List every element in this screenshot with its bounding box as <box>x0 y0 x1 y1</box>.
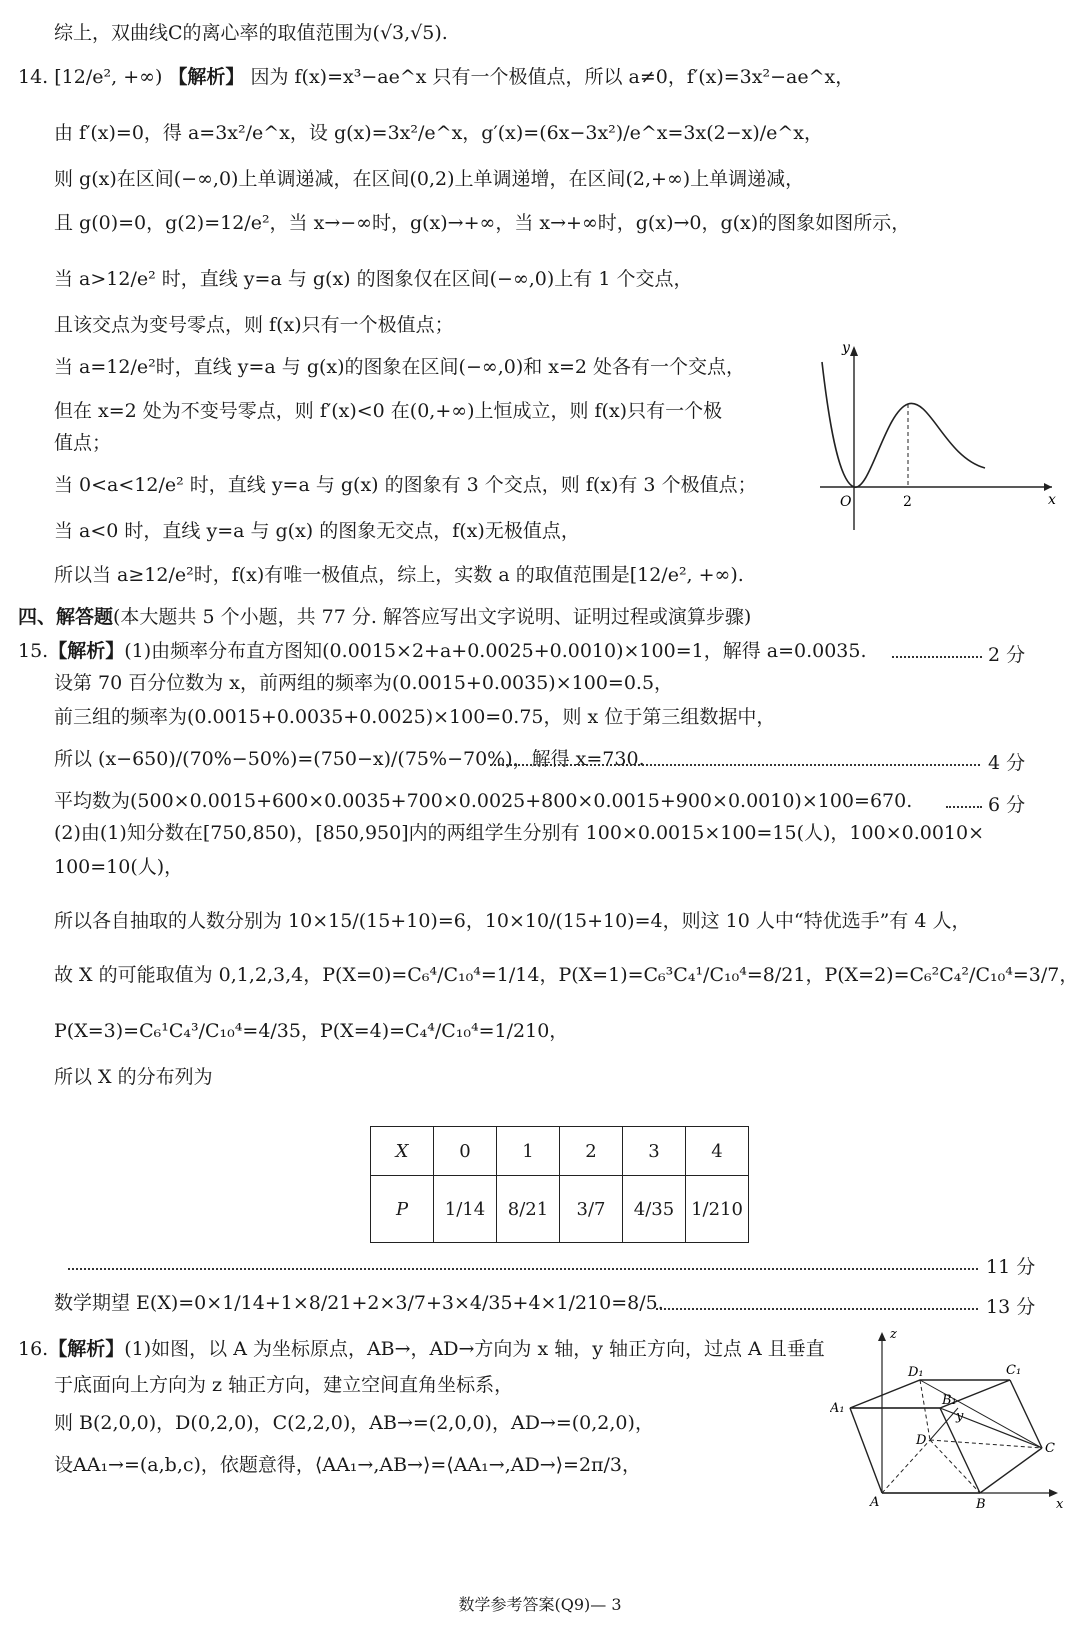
origin-label: O <box>840 494 852 510</box>
text-line: 于底面向上方向为 z 轴正方向，建立空间直角坐标系， <box>54 1374 514 1396</box>
text-line: 当 a>12/e² 时，直线 y=a 与 g(x) 的图象仅在区间(−∞,0)上有 1 个交点， <box>54 268 693 290</box>
table-row <box>371 1176 749 1243</box>
score-mark: 6 分 <box>988 794 1026 816</box>
label-c: C <box>1045 1441 1055 1456</box>
text-line: 综上，双曲线C的离心率的取值范围为(√3,√5). <box>54 22 448 44</box>
text-line: 故 X 的可能取值为 0,1,2,3,4，P(X=0)=C₆⁴/C₁₀⁴=1/14，P(X=1)=C₆³C₄¹/C₁₀⁴=8/21，P(X=2)=C₆²C₄²/C₁₀⁴=3/7， <box>54 964 1079 986</box>
dotted-leader <box>892 656 982 658</box>
text-line: (1)如图，以 A 为坐标原点，AB→，AD→方向为 x 轴，y 轴正方向，过点 A 且垂直 <box>124 1338 825 1360</box>
curve-g <box>822 362 985 487</box>
label-d1: D₁ <box>908 1365 924 1380</box>
dotted-leader <box>656 1308 978 1310</box>
label-c1: C₁ <box>1006 1363 1022 1378</box>
problem-14-line <box>18 66 854 89</box>
text-line: 平均数为(500×0.0015+600×0.0035+700×0.0025+800×0.0015+900×0.0010)×100=670. <box>54 790 913 812</box>
text-line: 数学期望 E(X)=0×1/14+1×8/21+2×3/7+3×4/35+4×1/210=8/5. <box>54 1292 664 1314</box>
text-line: P(X=3)=C₆¹C₄³/C₁₀⁴=4/35，P(X=4)=C₄⁴/C₁₀⁴=1/210， <box>54 1020 569 1042</box>
score-mark: 4 分 <box>988 752 1026 774</box>
text-line: (1)由频率分布直方图知(0.0015×2+a+0.0025+0.0010)×100=1，解得 a=0.0035. <box>124 640 867 662</box>
table-row <box>371 1127 749 1176</box>
problem-16-line <box>18 1338 825 1361</box>
analysis-tag: 【解析】 <box>168 66 245 88</box>
label-b: B <box>976 1497 986 1512</box>
x-axis-arrow <box>1049 1489 1058 1497</box>
label-x: x <box>1056 1497 1064 1512</box>
dotted-leader <box>490 764 980 766</box>
text-line: 所以当 a≥12/e²时，f(x)有唯一极值点，综上，实数 a 的取值范围是[12/e², +∞). <box>54 564 744 586</box>
text-line: 由 f′(x)=0，得 a=3x²/e^x，设 g(x)=3x²/e^x，g′(x)=(6x−3x²)/e^x=3x(2−x)/e^x， <box>54 122 824 144</box>
edge-bc <box>980 1448 1042 1493</box>
label-a: A <box>870 1495 880 1510</box>
y-axis-arrow <box>850 346 858 356</box>
table-cell: 3/7 <box>560 1176 623 1243</box>
text-line: 当 a=12/e²时，直线 y=a 与 g(x)的图象在区间(−∞,0)和 x=2 处各有一个交点， <box>54 356 746 378</box>
text-line: 所以各自抽取的人数分别为 10×15/(15+10)=6，10×10/(15+10)=4，则这 10 人中“特优选手”有 4 人， <box>54 910 971 932</box>
label-d: D <box>916 1433 927 1448</box>
y-axis <box>930 1408 958 1440</box>
text-line: 所以 X 的分布列为 <box>54 1066 213 1088</box>
dotted-leader <box>946 806 982 808</box>
diagonal <box>920 1380 1042 1448</box>
score-mark: 13 分 <box>986 1296 1036 1318</box>
table-header-p: P <box>371 1176 434 1243</box>
text-line: 因为 f(x)=x³−ae^x 只有一个极值点，所以 a≠0，f′(x)=3x²−ae^x， <box>250 66 855 88</box>
table-cell: 1/14 <box>434 1176 497 1243</box>
table-header-x: X <box>371 1127 434 1176</box>
text-line: 设第 70 百分位数为 x，前两组的频率为(0.0015+0.0035)×100=0.5， <box>54 672 674 694</box>
table-cell: 1/210 <box>686 1176 749 1243</box>
text-line: 所以 (x−650)/(70%−50%)=(750−x)/(75%−70%)，解得 x=730. <box>54 748 645 770</box>
x-label: x <box>1048 492 1056 508</box>
dotted-leader <box>68 1268 978 1270</box>
text-line: (2)由(1)知分数在[750,850)，[850,950]内的两组学生分别有 100×0.0015×100=15(人)，100×0.0010× <box>54 822 985 844</box>
text-line: 且 g(0)=0，g(2)=12/e²，当 x→−∞时，g(x)→+∞，当 x→+∞时，g(x)→0，g(x)的图象如图所示， <box>54 212 911 234</box>
table-cell: 1 <box>497 1127 560 1176</box>
z-axis-arrow <box>878 1332 886 1341</box>
text-line: 则 B(2,0,0)，D(0,2,0)，C(2,2,0)，AB→=(2,0,0)，AD→=(0,2,0)， <box>54 1412 654 1434</box>
hidden-diagonal <box>930 1440 980 1493</box>
text-line: 当 0<a<12/e² 时，直线 y=a 与 g(x) 的图象有 3 个交点，则 f(x)有 3 个极值点； <box>54 474 757 496</box>
x-axis-arrow <box>1044 483 1052 491</box>
function-graph <box>820 342 1060 532</box>
section-heading <box>18 606 751 629</box>
distribution-table <box>370 1126 749 1243</box>
section-instructions: (本大题共 5 个小题，共 77 分. 解答应写出文字说明、证明过程或演算步骤) <box>113 606 752 628</box>
problem-number: 16. <box>18 1338 49 1360</box>
label-z: z <box>890 1328 897 1342</box>
table-cell: 8/21 <box>497 1176 560 1243</box>
label-y: y <box>956 1409 964 1424</box>
text-line: 当 a<0 时，直线 y=a 与 g(x) 的图象无交点，f(x)无极值点， <box>54 520 580 542</box>
y-label: y <box>842 342 850 356</box>
edge <box>850 1408 882 1493</box>
score-mark: 2 分 <box>988 644 1026 666</box>
text-line: 且该交点为变号零点，则 f(x)只有一个极值点； <box>54 314 454 336</box>
table-cell: 3 <box>623 1127 686 1176</box>
score-mark: 11 分 <box>986 1256 1036 1278</box>
table-cell: 2 <box>560 1127 623 1176</box>
table-cell: 4/35 <box>623 1176 686 1243</box>
answer-interval: [12/e², +∞) <box>54 66 163 88</box>
text-line: 值点； <box>54 432 112 454</box>
analysis-tag: 【解析】 <box>48 1338 125 1360</box>
tick-label: 2 <box>903 494 912 510</box>
table-cell: 4 <box>686 1127 749 1176</box>
text-line: 100=10(人)， <box>54 856 184 878</box>
text-line: 前三组的频率为(0.0015+0.0035+0.0025)×100=0.75，则 x 位于第三组数据中， <box>54 706 776 728</box>
hidden-edge <box>920 1380 930 1440</box>
problem-15-line <box>18 640 867 663</box>
problem-number: 15. <box>18 640 49 662</box>
text-line: 则 g(x)在区间(−∞,0)上单调递减，在区间(0,2)上单调递增，在区间(2,+∞)上单调递减， <box>54 168 805 190</box>
top-face <box>850 1380 1010 1408</box>
section-title: 四、解答题 <box>18 606 114 628</box>
parallelepiped-figure <box>830 1328 1070 1513</box>
page-footer: 数学参考答案(Q9)— 3 <box>458 1595 622 1614</box>
label-a1: A₁ <box>830 1401 845 1416</box>
problem-number: 14. <box>18 66 49 88</box>
analysis-tag: 【解析】 <box>48 640 125 662</box>
text-line: 但在 x=2 处为不变号零点，则 f′(x)<0 在(0,+∞)上恒成立，则 f(x)只有一个极 <box>54 400 723 422</box>
label-b1: B₁ <box>942 1393 957 1408</box>
table-cell: 0 <box>434 1127 497 1176</box>
text-line: 设AA₁→=(a,b,c)，依题意得，⟨AA₁→,AB→⟩=⟨AA₁→,AD→⟩=2π/3， <box>54 1454 642 1476</box>
